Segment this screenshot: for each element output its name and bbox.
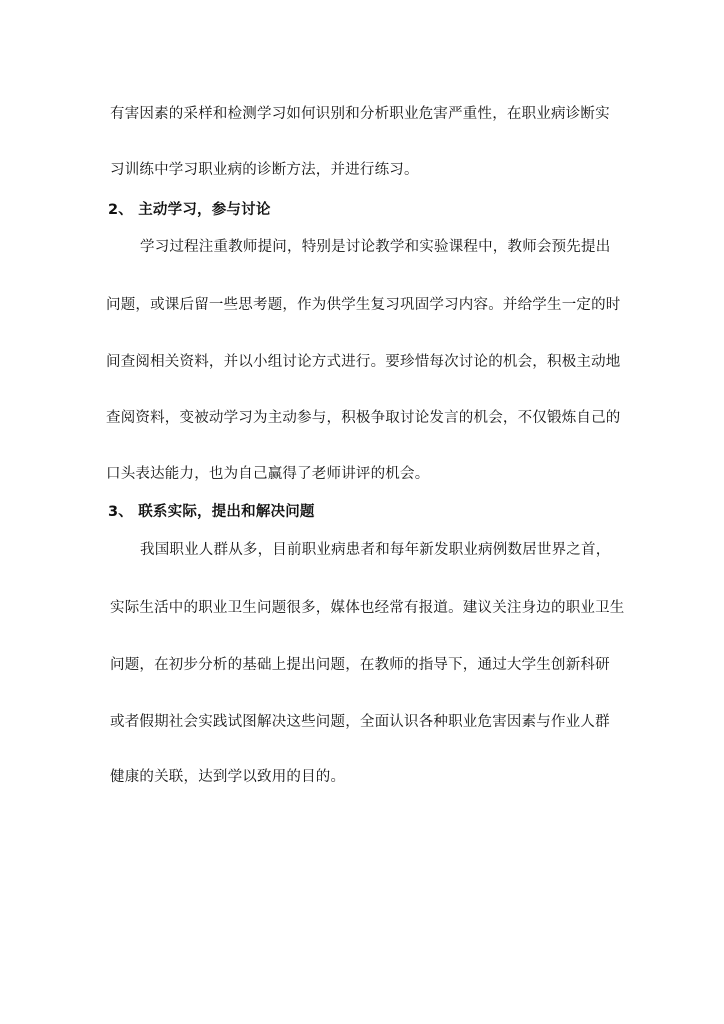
paragraph-1-line-1: 有害因素的采样和检测学习如何识别和分析职业危害严重性，在职业病诊断实 xyxy=(110,106,610,122)
section-3-line-1: 我国职业人群从多，目前职业病患者和每年新发职业病例数居世界之首， xyxy=(140,542,611,558)
section-3-line-5: 健康的关联，达到学以致用的目的。 xyxy=(110,769,346,785)
section-2-line-4: 查阅资料，变被动学习为主动参与，积极争取讨论发言的机会，不仅锻炼自己的 xyxy=(106,410,621,426)
section-2-line-1: 学习过程注重教师提问，特别是讨论教学和实验课程中，教师会预先提出 xyxy=(140,239,611,255)
section-3-line-4: 或者假期社会实践试图解决这些问题，全面认识各种职业危害因素与作业人群 xyxy=(110,714,610,730)
section-3-line-2: 实际生活中的职业卫生问题很多，媒体也经常有报道。建议关注身边的职业卫生 xyxy=(110,600,625,616)
section-2-line-5: 口头表达能力，也为自己赢得了老师讲评的机会。 xyxy=(106,466,430,482)
section-2-heading: 2、 主动学习，参与讨论 xyxy=(108,202,271,218)
section-3-line-3: 问题，在初步分析的基础上提出问题，在教师的指导下，通过大学生创新科研 xyxy=(110,657,610,673)
paragraph-1-line-2: 习训练中学习职业病的诊断方法，并进行练习。 xyxy=(110,162,419,178)
section-2-line-2: 问题，或课后留一些思考题，作为供学生复习巩固学习内容。并给学生一定的时 xyxy=(106,297,621,313)
section-2-line-3: 间查阅相关资料，并以小组讨论方式进行。要珍惜每次讨论的机会，积极主动地 xyxy=(106,354,621,370)
section-3-heading: 3、 联系实际，提出和解决问题 xyxy=(108,504,315,520)
